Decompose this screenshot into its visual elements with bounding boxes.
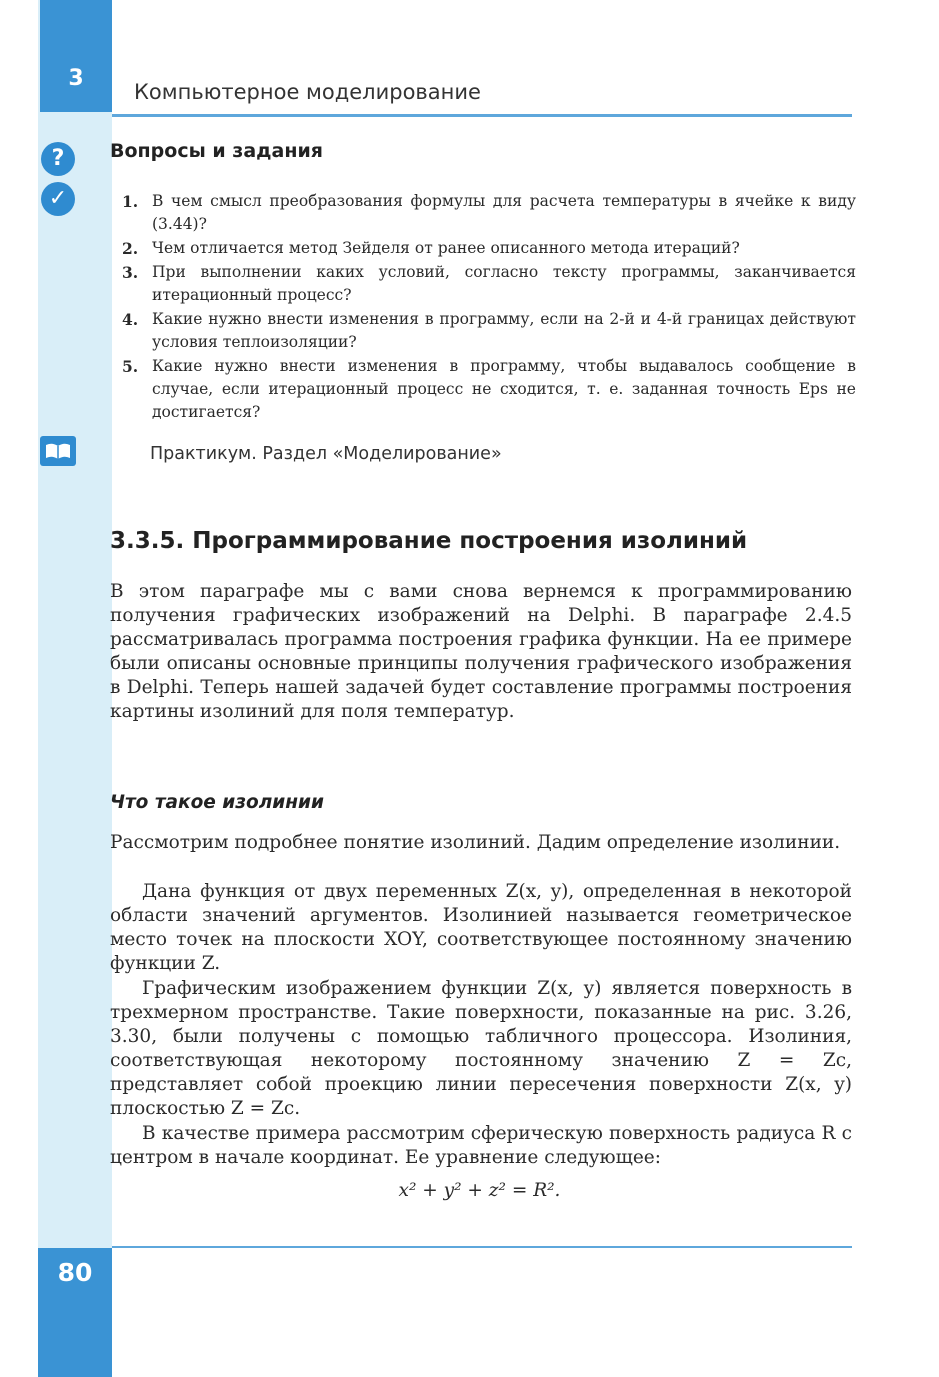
paragraph: Графическим изображением функции Z(x, y) является поверхность в трехмерном пространстве. Такие поверхности, показанные на рис. 3.26, 3.30, были получены с помощью табличного процессора. Изолиния, соответствующая некоторому постоянному значению Z = Zc, представляет собой проекцию линии пересечения поверхности Z(x, y) плоскостью Z = Zc. bbox=[110, 978, 852, 1119]
section-title: 3.3.5. Программирование построения изолиний bbox=[110, 528, 748, 554]
practicum-link: Практикум. Раздел «Моделирование» bbox=[150, 444, 502, 464]
paragraph: Дана функция от двух переменных Z(x, y), определенная в некоторой области значений аргументов. Изолинией называется геометрическое место точек на плоскости XOY, соответствующее постоянному значению функции Z. bbox=[110, 881, 852, 974]
questions-heading: Вопросы и задания bbox=[110, 140, 323, 162]
chapter-tab bbox=[40, 0, 112, 112]
list-item: 4. Какие нужно внести изменения в программу, если на 2-й и 4-й границах действуют условия теплоизоляции? bbox=[122, 310, 856, 351]
section-intro: В этом параграфе мы с вами снова вернемся к программированию получения графических изображений на Delphi. В параграфе 2.4.5 рассматривалась программа построения графика функции. На ее примере были описаны основные принципы получения графического изображения в Delphi. Теперь нашей задачей будет составление программы построения картины изолиний для поля температур. bbox=[110, 581, 852, 722]
book-icon bbox=[40, 436, 76, 466]
list-item: 3. При выполнении каких условий, согласно тексту программы, заканчивается итерационный процесс? bbox=[122, 263, 856, 304]
list-item: 1. В чем смысл преобразования формулы для расчета температуры в ячейке к виду (3.44)? bbox=[122, 192, 856, 233]
chapter-title: Компьютерное моделирование bbox=[134, 80, 481, 104]
question-icon: ? bbox=[41, 142, 75, 176]
page-number: 80 bbox=[57, 1258, 93, 1287]
paragraph: Рассмотрим подробнее понятие изолиний. Дадим определение изолинии. bbox=[110, 832, 841, 853]
paragraph: В качестве примера рассмотрим сферическую поверхность радиуса R с центром в начале координат. Ее уравнение следующее: bbox=[110, 1123, 852, 1168]
questions-list bbox=[118, 190, 856, 425]
chapter-number: 3 bbox=[68, 66, 84, 91]
header-rule bbox=[112, 114, 852, 117]
list-item: 5. Какие нужно внести изменения в программу, чтобы выдавалось сообщение в случае, если итерационный процесс не сходится, т. е. заданная точность Eps не достигается? bbox=[122, 357, 856, 421]
subsection-heading: Что такое изолинии bbox=[110, 792, 324, 813]
page-tab bbox=[38, 1248, 112, 1377]
list-item: 2. Чем отличается метод Зейделя от ранее описанного метода итераций? bbox=[122, 239, 740, 258]
check-icon: ✓ bbox=[41, 182, 75, 216]
footer-rule bbox=[112, 1246, 852, 1248]
sphere-formula: x² + y² + z² = R². bbox=[398, 1180, 561, 1201]
